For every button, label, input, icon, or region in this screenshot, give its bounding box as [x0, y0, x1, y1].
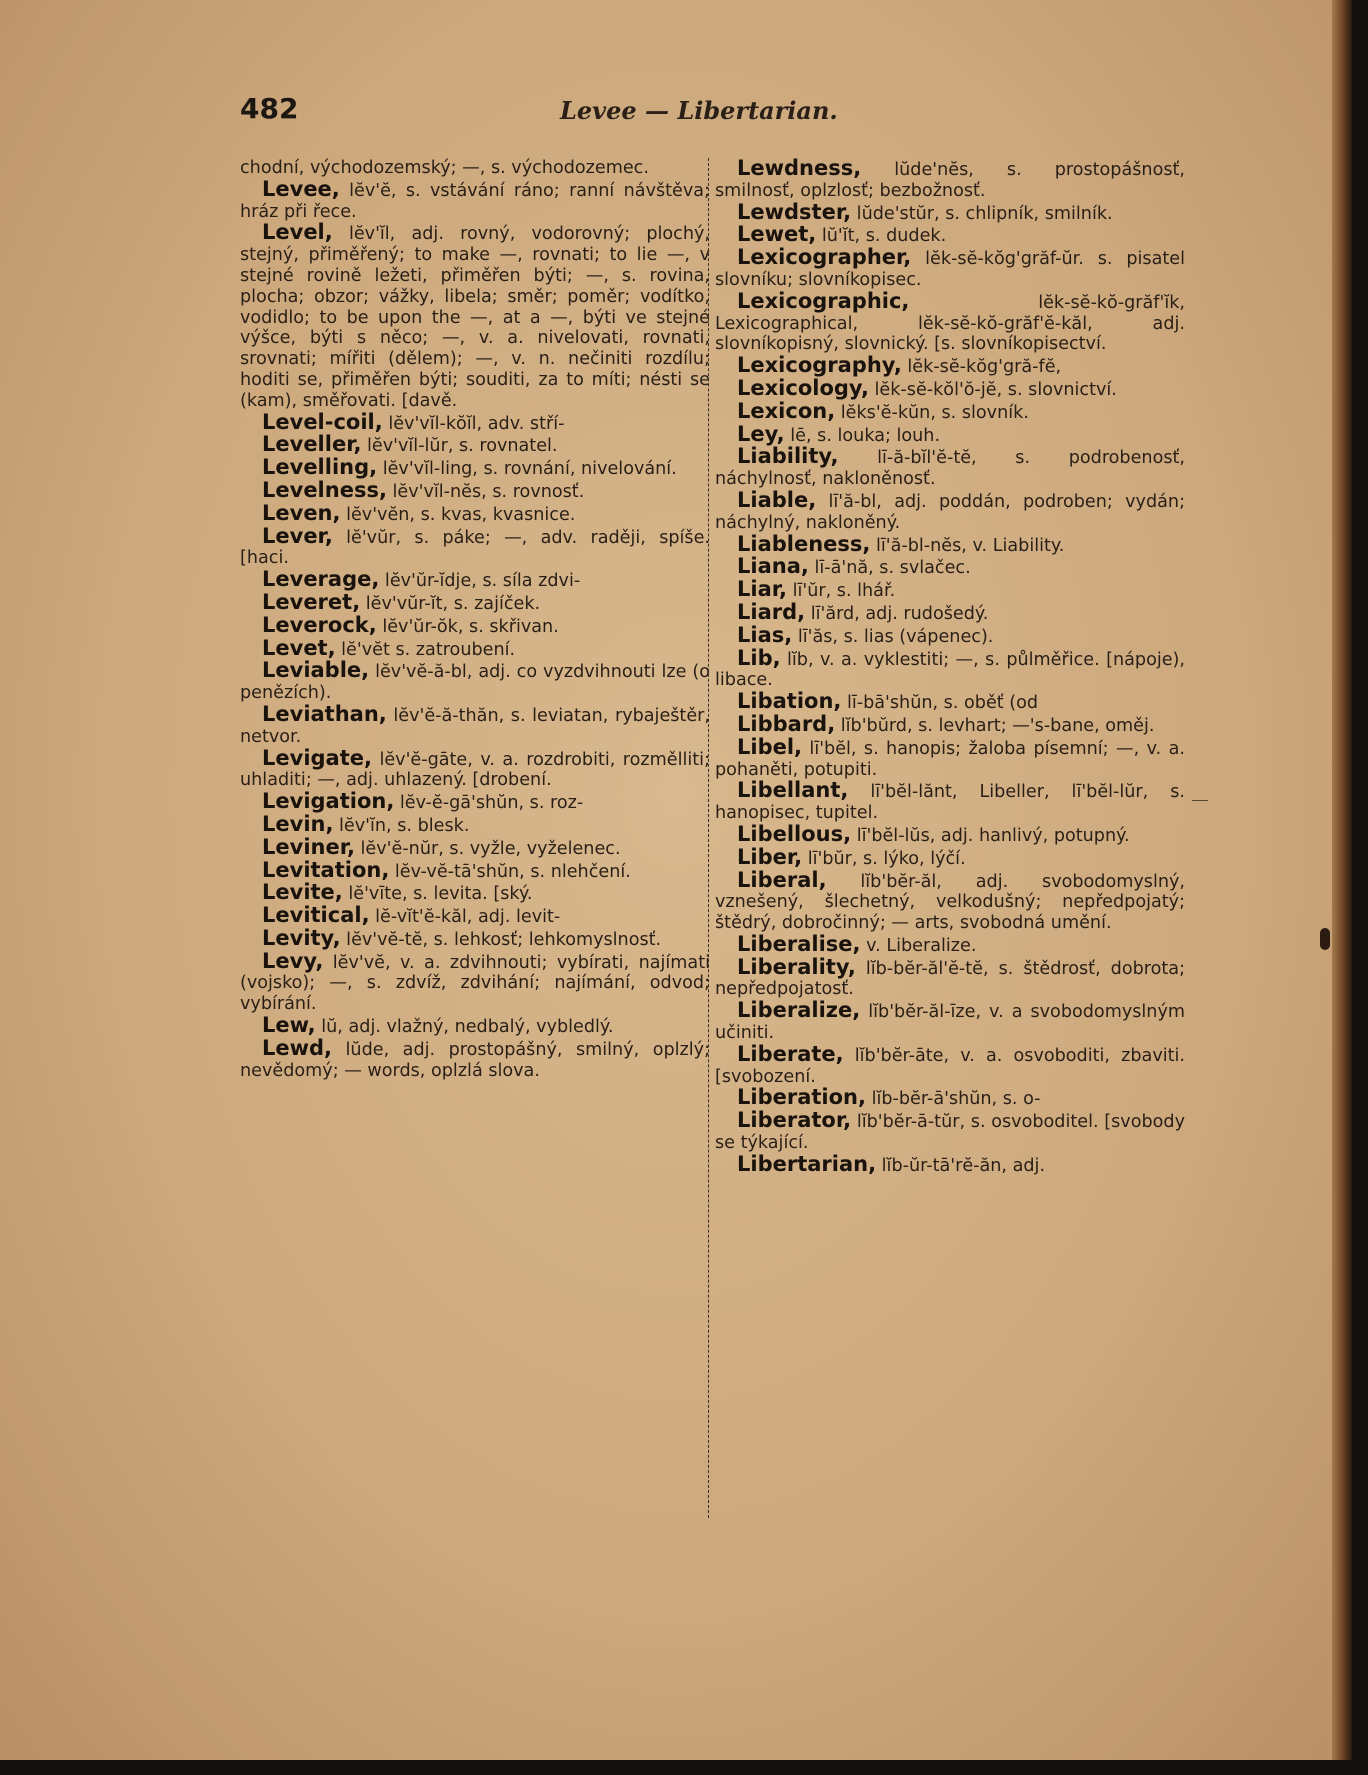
bookmark-tab — [1320, 928, 1330, 950]
dictionary-entry — [240, 176, 710, 223]
dictionary-entry — [715, 158, 1185, 202]
entry-headword: Libel, — [737, 734, 803, 759]
entry-headword: Liard, — [737, 599, 806, 624]
entry-definition: lĕv'ĕ-gāte, v. a. rozdrobiti, rozmělliti; uhladiti; —, adj. uhlazený. [drobení. — [240, 749, 710, 791]
column-divider — [708, 158, 709, 1518]
dictionary-entry — [715, 224, 1185, 247]
entry-headword: Liberality, — [737, 954, 856, 979]
entry-headword: Levee, — [262, 176, 340, 201]
entry-definition: lĕv'vĭl-kŏĭl, adv. stří- — [382, 413, 565, 434]
entry-headword: Liable, — [737, 487, 817, 512]
dictionary-entry — [240, 905, 710, 928]
entry-headword: Levity, — [262, 925, 341, 950]
page-number: 482 — [240, 92, 299, 125]
entry-headword: Level-coil, — [262, 409, 383, 434]
dictionary-entry — [240, 434, 710, 457]
entry-headword: Leviable, — [262, 658, 370, 683]
dictionary-entry — [715, 199, 1185, 225]
entry-definition: lĕv'vĕ, v. a. zdvihnouti; vybírati, najímati (vojsko); —, s. zdvíž, zdvihání; najímání, odvod; vybírání. — [240, 952, 710, 1015]
entry-definition: lī-ă-bĭl'ĕ-tĕ, s. podrobenosť, náchylnosť, nakloněnosť. — [715, 448, 1185, 490]
dictionary-entry — [715, 711, 1185, 737]
entry-headword: Lexicon, — [737, 398, 836, 423]
entry-headword: Liberation, — [737, 1085, 866, 1110]
dictionary-entry — [240, 158, 710, 179]
dictionary-entry — [715, 691, 1185, 714]
dictionary-entry — [240, 1015, 710, 1038]
entry-definition: lĕv'vŭr-ĭt, s. zajíček. — [360, 593, 541, 614]
entry-definition: lĕv'ĕ, s. vstávání ráno; ranní návštěva; hráz při řece. — [240, 180, 710, 222]
entry-definition: lī-bā'shŭn, s. oběť (od — [841, 693, 1039, 714]
dictionary-entry — [715, 288, 1185, 355]
dictionary-entry — [240, 857, 710, 883]
dictionary-entry — [715, 446, 1185, 490]
dictionary-entry — [715, 531, 1185, 557]
dictionary-entry — [240, 925, 710, 951]
entry-headword: Leven, — [262, 500, 341, 525]
entry-headword: Levelling, — [262, 455, 378, 480]
entry-definition: lĕv-ĕ-gā'shŭn, s. roz- — [394, 793, 584, 814]
entry-definition: lŭ'ĭt, s. dudek. — [816, 226, 947, 247]
dictionary-entry — [715, 421, 1185, 447]
dictionary-entry — [715, 1151, 1185, 1177]
entry-headword: Liberalise, — [737, 931, 861, 956]
entry-definition: lĕv-vĕ-tā'shŭn, s. nlehčení. — [389, 861, 631, 882]
entry-headword: Liberator, — [737, 1108, 852, 1133]
dictionary-entry — [240, 612, 710, 638]
dictionary-entry — [240, 523, 710, 570]
dictionary-entry — [715, 398, 1185, 424]
dictionary-entry — [715, 780, 1185, 824]
entry-definition: v. Liberalize. — [860, 935, 977, 956]
entry-headword: Lever, — [262, 523, 333, 548]
entry-definition: lĭb, v. a. vyklestiti; —, s. půlměřice. [nápoje), libace. — [715, 649, 1185, 691]
entry-headword: Leveller, — [262, 432, 362, 457]
entry-headword: Lewd, — [262, 1035, 333, 1060]
entry-headword: Libertarian, — [737, 1151, 877, 1176]
entry-definition: lĕv'vĭl-lŭr, s. rovnatel. — [361, 436, 558, 457]
entry-definition: lĕks'ĕ-kŭn, s. slovník. — [835, 402, 1029, 423]
entry-headword: Levitical, — [262, 903, 370, 928]
entry-definition: lĕv'vĭl-ling, s. rovnání, nivelování. — [377, 459, 677, 480]
dictionary-entry — [715, 622, 1185, 648]
entry-headword: Levigate, — [262, 745, 372, 770]
dictionary-entry — [715, 954, 1185, 1001]
entry-definition: lŭde'stŭr, s. chlipník, smilník. — [851, 203, 1113, 224]
dictionary-entry — [715, 599, 1185, 625]
entry-definition: lĭb-ŭr-tā'rĕ-ăn, adj. — [876, 1155, 1046, 1176]
entry-headword: Libellant, — [737, 778, 849, 803]
entry-definition: lī'bĕl-lŭs, adj. hanlivý, potupný. — [851, 825, 1130, 846]
entry-headword: Levelness, — [262, 477, 387, 502]
entry-headword: Lexicology, — [737, 375, 869, 400]
dictionary-entry — [715, 821, 1185, 847]
entry-definition: lĕv'ŭr-ŏk, s. skřivan. — [376, 616, 559, 637]
entry-headword: Liar, — [737, 577, 787, 602]
dictionary-entry — [715, 867, 1185, 934]
entry-headword: Lib, — [737, 645, 781, 670]
dictionary-entry — [715, 844, 1185, 870]
dictionary-entry — [715, 645, 1185, 692]
dictionary-entry — [240, 1035, 710, 1082]
dictionary-entry — [240, 701, 710, 748]
entry-definition: lŭ, adj. vlažný, nedbalý, vybledlý. — [315, 1017, 614, 1038]
dictionary-entry — [715, 1110, 1185, 1154]
entry-definition: lĭb'bĕr-ăl, adj. svobodomyslný, vznešený, šlechetný, velkodušný; nepředpojatý; štědrý, dobročinný; — arts, svobodná umění. — [715, 871, 1185, 934]
entry-definition: lĕv'ĭl, adj. rovný, vodorovný; plochý, stejný, přiměřený; to make —, rovnati; to lie —, v stejné rovině ležeti, přiměřen býti; —, s. rovina, plocha; obzor; vážky, libela; směr; poměr; vodítko, vodidlo; to be upon the —, at a —, býti ve stejné výšce, býti s něco; —, v. a. nivelovati, rovnati, srovnati; mířiti (dělem); —, v. n. nečiniti rozdílu; hoditi se, přiměřen býti; souditi, za to míti; nésti se (kam), směřovati. [davě. — [240, 224, 710, 411]
entry-headword: Lexicography, — [737, 353, 902, 378]
entry-definition: lĕk-sĕ-kŏl'ŏ-jĕ, s. slovnictví. — [868, 379, 1117, 400]
dictionary-entry — [715, 579, 1185, 602]
entry-headword: Libation, — [737, 689, 842, 714]
dictionary-entry — [240, 409, 710, 435]
entry-definition: lī'ărd, adj. rudošedý. — [805, 603, 989, 624]
entry-headword: Levet, — [262, 635, 336, 660]
entry-definition: lĕv'vĕn, s. kvas, kvasnice. — [340, 504, 576, 525]
entry-definition: lĭb'bĕr-ăl-īze, v. a svobodomyslným učiniti. — [715, 1002, 1185, 1044]
entry-definition: lī'bĕl-lănt, Libeller, lī'bĕl-lŭr, s. hanopisec, tupitel. — [715, 782, 1185, 824]
dictionary-entry — [715, 734, 1185, 781]
entry-definition: lĭb-bĕr-ăl'ĕ-tĕ, s. štědrosť, dobrota; nepředpojatosť. — [715, 958, 1185, 1000]
entry-headword: Levin, — [262, 811, 334, 836]
entry-definition: lī-ā'nă, s. svlačec. — [808, 558, 971, 579]
dictionary-entry — [715, 355, 1185, 378]
entry-headword: Liberal, — [737, 867, 827, 892]
entry-headword: Leveret, — [262, 589, 361, 614]
entry-headword: Liability, — [737, 444, 839, 469]
dictionary-entry — [715, 1000, 1185, 1044]
dictionary-entry — [240, 477, 710, 503]
dictionary-entry — [240, 948, 710, 1015]
dictionary-entry — [240, 589, 710, 615]
entry-definition: lŭde, adj. prostopášný, smilný, oplzlý; nevědomý; — words, oplzlá slova. — [240, 1039, 710, 1081]
entry-definition: lĭb'bĕr-āte, v. a. osvoboditi, zbaviti. [svobození. — [715, 1045, 1185, 1087]
entry-headword: Level, — [262, 220, 333, 245]
entry-definition: lī'bŭr, s. lýko, lýčí. — [802, 848, 966, 869]
entry-definition: chodní, východozemský; —, s. východozemec. — [240, 158, 649, 178]
dictionary-entry — [240, 882, 710, 905]
entry-headword: Liberalize, — [737, 998, 861, 1023]
entry-headword: Lewdster, — [737, 199, 852, 224]
entry-definition: lī'ŭr, s. lhář. — [787, 581, 896, 602]
entry-definition: lŭde'nĕs, s. prostopášnosť, smilnosť, oplzlosť; bezbožnosť. — [715, 160, 1185, 201]
page-header — [230, 92, 1190, 134]
entry-definition: lĕv'ĕ-ă-thăn, s. leviatan, rybaještěr, netvor. — [240, 705, 710, 747]
entry-headword: Leviner, — [262, 834, 355, 859]
entry-definition: lĕ'vīte, s. levita. [ský. — [342, 884, 533, 905]
entry-definition: lĭb'bĕr-ā-tŭr, s. osvoboditel. [svobody se týkající. — [715, 1112, 1185, 1154]
book-binding-edge — [1332, 0, 1352, 1760]
dictionary-entry — [240, 569, 710, 592]
entry-headword: Ley, — [737, 421, 785, 446]
entry-definition: lĕv'ĭn, s. blesk. — [333, 815, 470, 836]
entry-headword: Levite, — [262, 880, 343, 905]
entry-definition: lĭb'bŭrd, s. levhart; —'s-bane, oměj. — [835, 715, 1155, 736]
dictionary-entry — [715, 487, 1185, 534]
entry-headword: Lias, — [737, 622, 793, 647]
entry-definition: lĕ'vĕt s. zatroubení. — [335, 639, 516, 660]
entry-headword: Libellous, — [737, 821, 852, 846]
entry-headword: Lexicographic, — [737, 288, 910, 313]
entry-definition: lĕv'vĕ-ă-bl, adj. co vyzdvihnouti lze (o penězích). — [240, 662, 710, 704]
dictionary-entry — [715, 1087, 1185, 1110]
dictionary-entry — [240, 457, 710, 480]
entry-headword: Liberate, — [737, 1041, 844, 1066]
entry-headword: Liana, — [737, 554, 809, 579]
entry-definition: lĕ'vŭr, s. páke; —, adv. raději, spíše. [haci. — [240, 527, 710, 569]
entry-definition: lĕk-sĕ-kŏ-grăf'ĭk, Lexicographical, lĕk-sĕ-kŏ-grăf'ĕ-kăl, adj. slovníkopisný, slovnický. [s. slovníkopisectví. — [715, 292, 1185, 355]
entry-headword: Levigation, — [262, 789, 395, 814]
entry-headword: Liableness, — [737, 531, 871, 556]
entry-headword: Leverock, — [262, 612, 377, 637]
dictionary-entry — [240, 834, 710, 860]
dictionary-entry — [240, 660, 710, 704]
dictionary-entry — [715, 1041, 1185, 1088]
entry-definition: lĭb-bĕr-ā'shŭn, s. o- — [865, 1089, 1041, 1110]
left-column — [240, 158, 710, 1081]
entry-headword: Leviathan, — [262, 701, 387, 726]
entry-headword: Levitation, — [262, 857, 390, 882]
entry-definition: lĕ-vĭt'ĕ-kăl, adj. levit- — [369, 907, 561, 928]
entry-headword: Lewet, — [737, 222, 817, 247]
dictionary-entry — [715, 247, 1185, 291]
entry-definition: lĕk-sĕ-kŏg'grăf-ŭr. s. pisatel slovníku; slovníkopisec. — [715, 249, 1185, 290]
dictionary-entry — [715, 931, 1185, 957]
entry-headword: Liber, — [737, 844, 803, 869]
entry-definition: lī'ă-bl-nĕs, v. Liability. — [870, 535, 1065, 556]
entry-headword: Lew, — [262, 1013, 316, 1038]
running-title: Levee — Libertarian. — [560, 96, 838, 125]
entry-definition: lĕk-sĕ-kŏg'gră-fĕ, — [901, 357, 1062, 378]
entry-headword: Lewdness, — [737, 156, 862, 180]
right-column — [715, 158, 1185, 1177]
entry-definition: lī'ăs, s. lias (vápenec). — [792, 626, 994, 647]
dictionary-entry — [715, 375, 1185, 401]
entry-headword: Levy, — [262, 948, 324, 973]
entry-headword: Leverage, — [262, 567, 380, 592]
entry-definition: lĕv'ĕ-nŭr, s. vyžle, vyželenec. — [354, 838, 621, 859]
dictionary-entry — [240, 791, 710, 814]
dictionary-entry — [240, 635, 710, 661]
entry-definition: lī'bĕl, s. hanopis; žaloba písemní; —, v. a. pohaněti, potupiti. — [715, 738, 1185, 780]
entry-definition: lĕv'vĭl-nĕs, s. rovnosť. — [386, 481, 585, 502]
entry-definition: lē, s. louka; louh. — [784, 425, 941, 446]
entry-headword: Libbard, — [737, 711, 836, 736]
entry-headword: Lexicographer, — [737, 245, 912, 270]
dictionary-entry — [240, 745, 710, 792]
dictionary-entry — [240, 222, 710, 411]
dictionary-entry — [715, 556, 1185, 579]
dictionary-entry — [240, 811, 710, 837]
dictionary-entry — [240, 500, 710, 526]
entry-definition: lĕv'ŭr-ĭdje, s. síla zdvi- — [379, 571, 581, 592]
entry-definition: lĕv'vĕ-tĕ, s. lehkosť; lehkomyslnosť. — [340, 929, 662, 950]
margin-dash — [1192, 800, 1208, 801]
entry-definition: lī'ă-bl, adj. poddán, podroben; vydán; náchylný, nakloněný. — [715, 491, 1185, 533]
